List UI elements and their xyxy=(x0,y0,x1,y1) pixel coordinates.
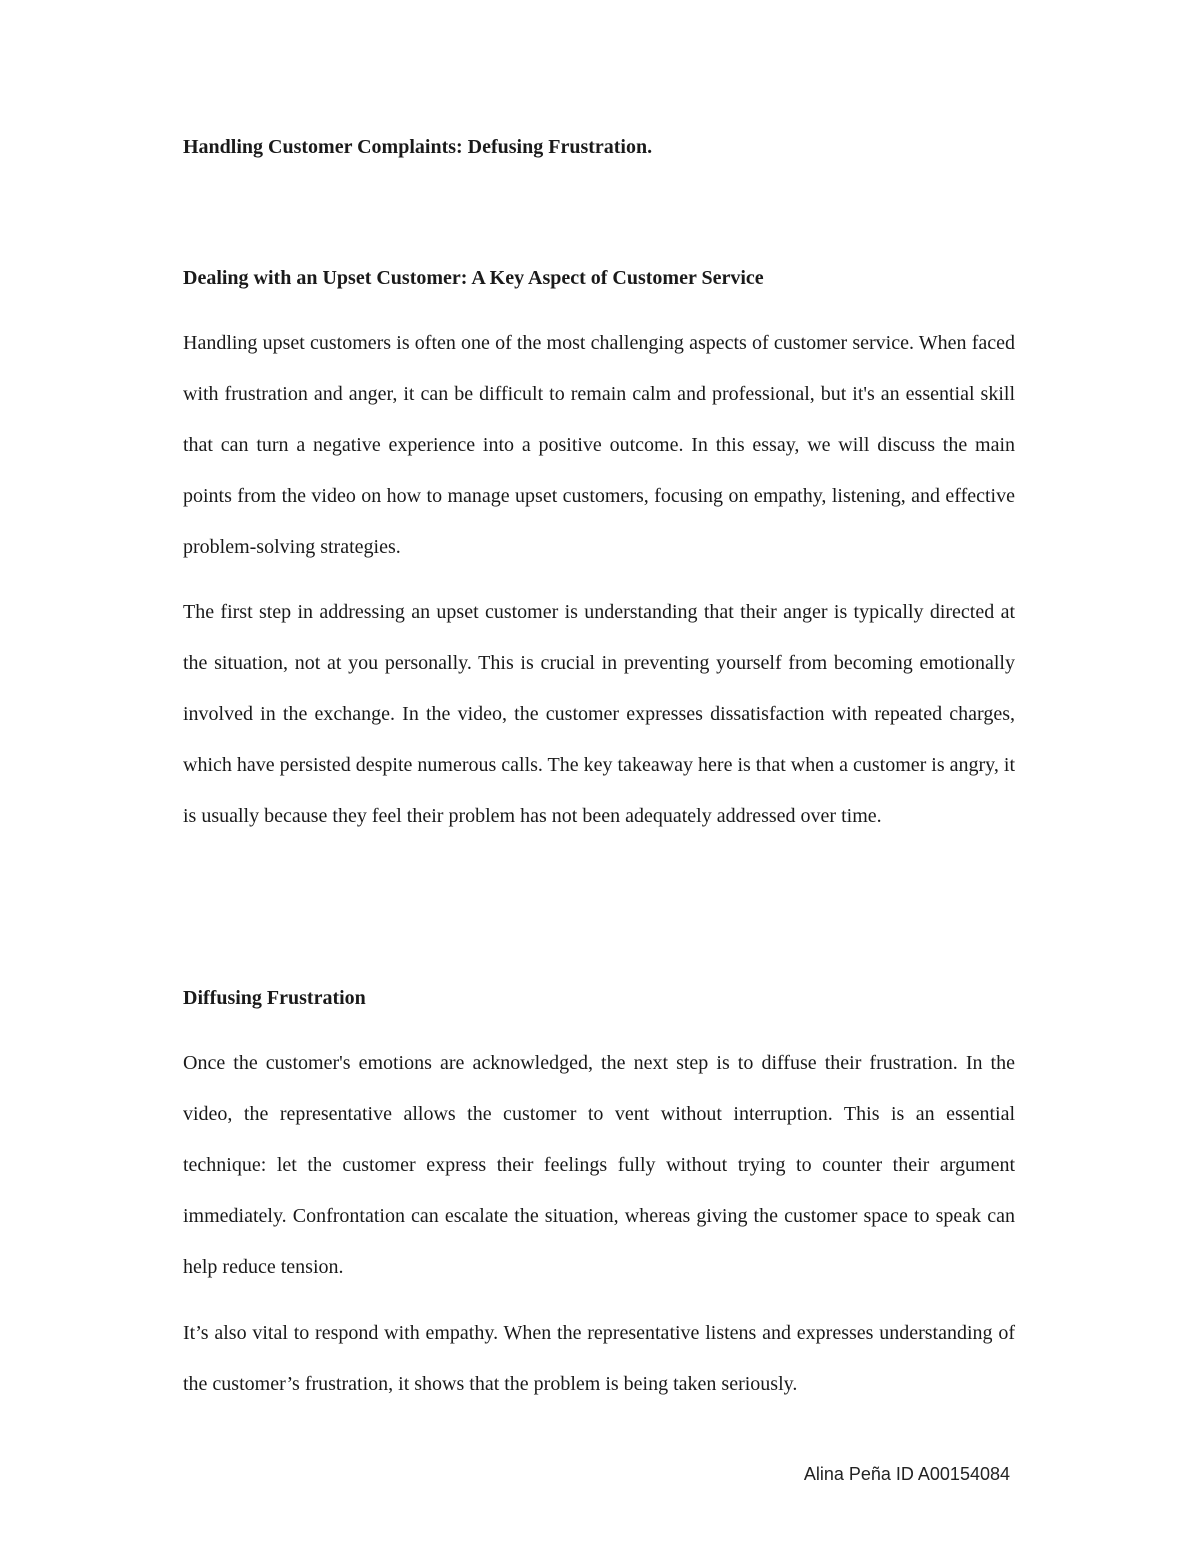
section-heading-diffusing-frustration: Diffusing Frustration xyxy=(183,987,366,1009)
section-heading-upset-customer: Dealing with an Upset Customer: A Key Aspect of Customer Service xyxy=(183,267,764,289)
paragraph: It’s also vital to respond with empathy. When the representative listens and expresses understanding of the customer’s frustration, it shows that the problem is being taken seriously. xyxy=(183,1322,1015,1395)
paragraph: The first step in addressing an upset customer is understanding that their anger is typically directed at the situation, not at you personally. This is crucial in preventing yourself from becoming emotionally involved in the exchange. In the video, the customer expresses dissatisfaction with repeated charges, which have persisted despite numerous calls. The key takeaway here is that when a customer is angry, it is usually because they feel their problem has not been adequately addressed over time. xyxy=(183,601,1015,827)
paragraph: Once the customer's emotions are acknowledged, the next step is to diffuse their frustration. In the video, the representative allows the customer to vent without interruption. This is an essential technique: let the customer express their feelings fully without trying to counter their argument immediately. Confrontation can escalate the situation, whereas giving the customer space to speak can help reduce tension. xyxy=(183,1052,1015,1278)
paragraph: Handling upset customers is often one of the most challenging aspects of customer service. When faced with frustration and anger, it can be difficult to remain calm and professional, but it's an essential skill that can turn a negative experience into a positive outcome. In this essay, we will discuss the main points from the video on how to manage upset customers, focusing on empathy, listening, and effective problem-solving strategies. xyxy=(183,332,1015,558)
document-title: Handling Customer Complaints: Defusing Frustration. xyxy=(183,136,653,158)
author-footer: Alina Peña ID A00154084 xyxy=(803,1464,1010,1484)
